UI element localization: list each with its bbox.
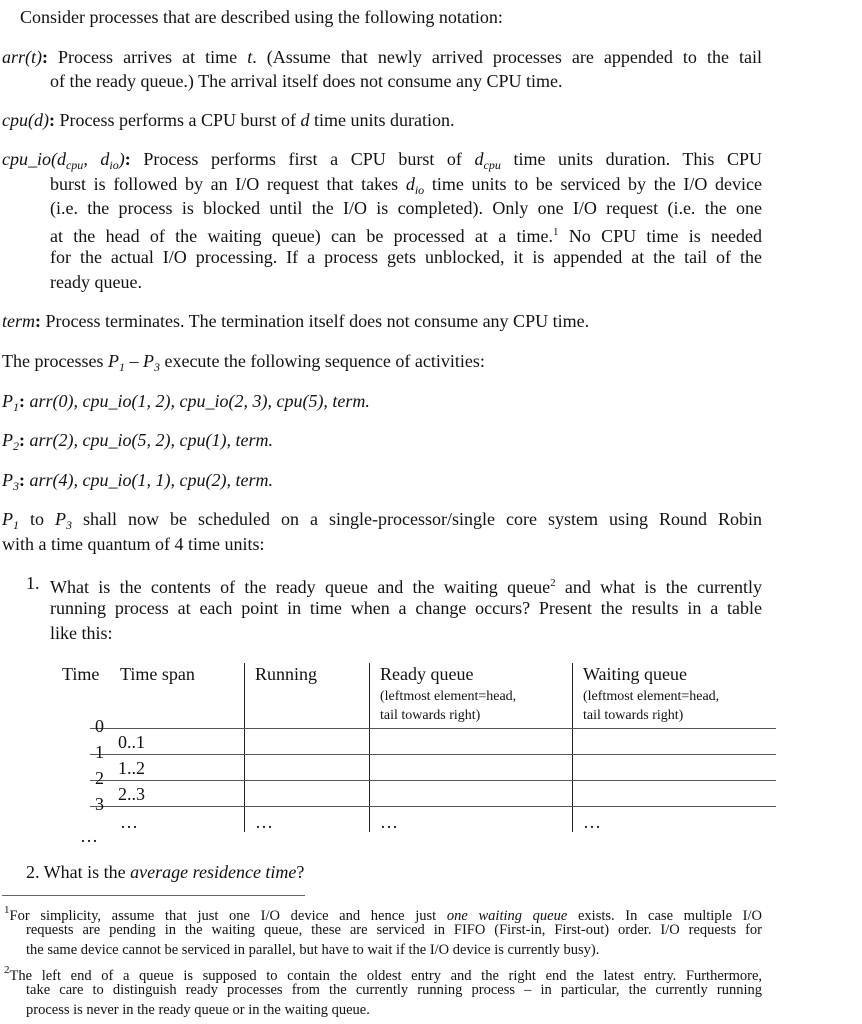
text-segment: cpu <box>483 158 501 172</box>
text-line <box>2 390 370 418</box>
text-segment: P <box>2 391 13 411</box>
time-mark: 1 <box>95 742 104 762</box>
text-segment: 2 <box>13 439 19 453</box>
row-line <box>90 754 776 755</box>
text-segment: cpu_io(d <box>2 149 66 169</box>
row-line <box>90 728 776 729</box>
text-line <box>2 469 273 497</box>
text-segment: 1. <box>26 573 40 593</box>
text-segment: Process arrives at time <box>48 47 248 67</box>
text-segment: average residence time <box>130 862 297 882</box>
text-segment: running process at each point in time when a change occurs? Present the results in a table <box>50 598 762 618</box>
text-segment: – <box>124 351 143 371</box>
text-segment: time units duration. <box>309 110 455 130</box>
text-segment: at the head of the waiting queue) can be processed at a time. <box>50 226 553 246</box>
ready-note-1: (leftmost element=head, <box>380 689 517 704</box>
text-segment: arr(2), cpu_io(5, 2), cpu(1), term. <box>29 430 273 450</box>
ellipsis: … <box>380 812 398 832</box>
text-segment: requests are pending in the waiting queue, these are serviced in FIFO (First-in, First-out) order. I/O requests for <box>26 922 762 938</box>
row-line <box>90 806 776 807</box>
time-mark: 3 <box>95 794 104 814</box>
text-segment: ) <box>118 149 125 169</box>
text-segment: : <box>35 311 41 331</box>
ellipsis: … <box>583 812 601 832</box>
ready-note-2: tail towards right) <box>380 708 481 723</box>
footnote-line <box>26 941 599 960</box>
text-segment: P <box>55 509 67 529</box>
text-segment: , d <box>83 149 110 169</box>
text-line <box>2 350 485 378</box>
text-line <box>2 533 264 555</box>
text-segment: 1 <box>13 400 19 414</box>
row-line <box>90 780 776 781</box>
text-segment: arr(0), cpu_io(1, 2), cpu_io(2, 3), cpu(5), term. <box>29 391 370 411</box>
time-span: 2..3 <box>118 784 145 804</box>
text-line <box>2 508 762 536</box>
text-segment: take care to distinguish ready processes from the currently running process – in particular, the currently running <box>26 982 762 998</box>
text-line <box>50 622 113 644</box>
text-segment: : <box>42 47 48 67</box>
waiting-note-1: (leftmost element=head, <box>583 689 720 704</box>
text-line <box>50 246 762 268</box>
text-segment: : <box>48 110 55 130</box>
text-line <box>2 310 589 332</box>
text-segment: Process performs first a CPU burst of <box>130 149 475 169</box>
text-line <box>50 597 762 619</box>
text-segment: Process terminates. The termination itself does not consume any CPU time. <box>41 311 590 331</box>
text-line <box>2 429 273 457</box>
header-ready-queue: Ready queue <box>380 664 474 684</box>
header-waiting-queue: Waiting queue <box>583 664 688 684</box>
text-line <box>26 572 40 594</box>
text-segment: Process performs a CPU burst of <box>54 110 301 130</box>
text-segment: . (Assume that newly arrived processes are appended to the tail <box>252 47 763 67</box>
ellipsis: … <box>80 826 98 846</box>
text-line <box>50 221 762 247</box>
text-line <box>26 861 304 883</box>
header-time-span: Time span <box>120 664 195 684</box>
text-segment: For simplicity, assume that just one I/O device and hence just <box>9 908 447 924</box>
time-mark: 2 <box>95 768 104 788</box>
text-segment: 2 <box>550 577 556 589</box>
text-segment: process is never in the ready queue or in the waiting queue. <box>26 1002 370 1018</box>
text-segment: : <box>19 430 30 450</box>
text-segment: What is the contents of the ready queue and the waiting queue <box>50 577 551 597</box>
text-line <box>2 46 762 68</box>
waiting-note-2: tail towards right) <box>583 708 684 723</box>
text-segment: like this: <box>50 623 113 643</box>
text-segment: 3 <box>13 479 19 493</box>
text-segment: 1 <box>13 518 19 532</box>
text-segment: of the ready queue.) The arrival itself does not consume any CPU time. <box>50 71 563 91</box>
text-segment: 1 <box>4 904 10 916</box>
text-line <box>50 271 142 293</box>
text-segment: 2 <box>4 964 10 976</box>
text-segment: ? <box>296 862 305 882</box>
text-segment: and what is the currently <box>555 577 762 597</box>
text-segment: 3 <box>66 518 73 532</box>
text-segment: execute the following sequence of activities: <box>159 351 485 371</box>
text-segment: cpu <box>65 158 84 172</box>
text-segment: : <box>19 470 30 490</box>
time-span: 1..2 <box>118 758 145 778</box>
text-segment: d <box>474 149 484 169</box>
text-line <box>2 109 454 131</box>
text-segment: The processes <box>2 351 108 371</box>
text-line <box>50 70 563 92</box>
text-segment: 1 <box>552 226 559 238</box>
footnote-line <box>26 981 762 1000</box>
text-segment: with a time quantum of 4 time units: <box>2 534 265 554</box>
text-segment: ready queue. <box>50 272 142 292</box>
text-segment: io <box>109 158 119 172</box>
text-segment: io <box>414 183 425 197</box>
text-segment: No CPU time is needed <box>558 226 762 246</box>
header-running: Running <box>255 664 318 684</box>
text-segment: burst is followed by an I/O request that takes <box>50 174 406 194</box>
text-segment: P <box>2 509 13 529</box>
text-segment: time units duration. This CPU <box>500 149 763 169</box>
text-segment: P <box>107 351 119 371</box>
text-segment: exists. In case multiple I/O <box>567 908 763 924</box>
footnote-line <box>26 1001 370 1020</box>
text-segment: time units to be serviced by the I/O device <box>424 174 762 194</box>
text-segment: : <box>124 149 131 169</box>
text-segment: d <box>300 110 310 130</box>
time-mark: 0 <box>95 716 104 736</box>
time-span: 0..1 <box>118 732 145 752</box>
ellipsis: … <box>255 812 273 832</box>
header-time: Time <box>62 664 100 684</box>
text-line <box>20 6 503 28</box>
footnote-line <box>26 921 762 940</box>
text-segment: Consider processes that are described using the following notation: <box>20 7 503 27</box>
text-segment: arr(4), cpu_io(1, 1), cpu(2), term. <box>29 470 273 490</box>
text-segment: the same device cannot be serviced in parallel, but have to wait if the I/O device is currently busy). <box>26 942 600 958</box>
text-segment: term <box>2 311 35 331</box>
text-segment: for the actual I/O processing. If a process gets unblocked, it is appended at the tail of the <box>50 247 762 267</box>
text-segment: (i.e. the process is blocked until the I/O is completed). Only one I/O request (i.e. the one <box>50 198 762 218</box>
ellipsis: … <box>120 812 138 832</box>
text-segment: to <box>19 509 56 529</box>
text-line <box>50 572 762 598</box>
text-line <box>2 148 762 176</box>
text-segment: shall now be scheduled on a single-processor/single core system using Round Robin <box>72 509 762 529</box>
text-segment: The left end of a queue is supposed to contain the oldest entry and the right end the latest entry. Furthermore, <box>9 968 762 984</box>
text-segment: P <box>2 470 13 490</box>
text-segment: arr(t) <box>2 47 42 67</box>
footnote-divider <box>2 895 305 896</box>
text-line <box>50 197 762 219</box>
text-segment: one waiting queue <box>446 908 568 924</box>
text-segment: : <box>19 391 30 411</box>
text-segment: t <box>247 47 253 67</box>
text-segment: cpu(d) <box>2 110 49 130</box>
text-segment: 2. What is the <box>26 862 131 882</box>
text-segment: d <box>405 174 415 194</box>
text-segment: 3 <box>153 360 160 374</box>
text-segment: P <box>2 430 13 450</box>
text-segment: P <box>142 351 154 371</box>
text-segment: 1 <box>118 360 125 374</box>
